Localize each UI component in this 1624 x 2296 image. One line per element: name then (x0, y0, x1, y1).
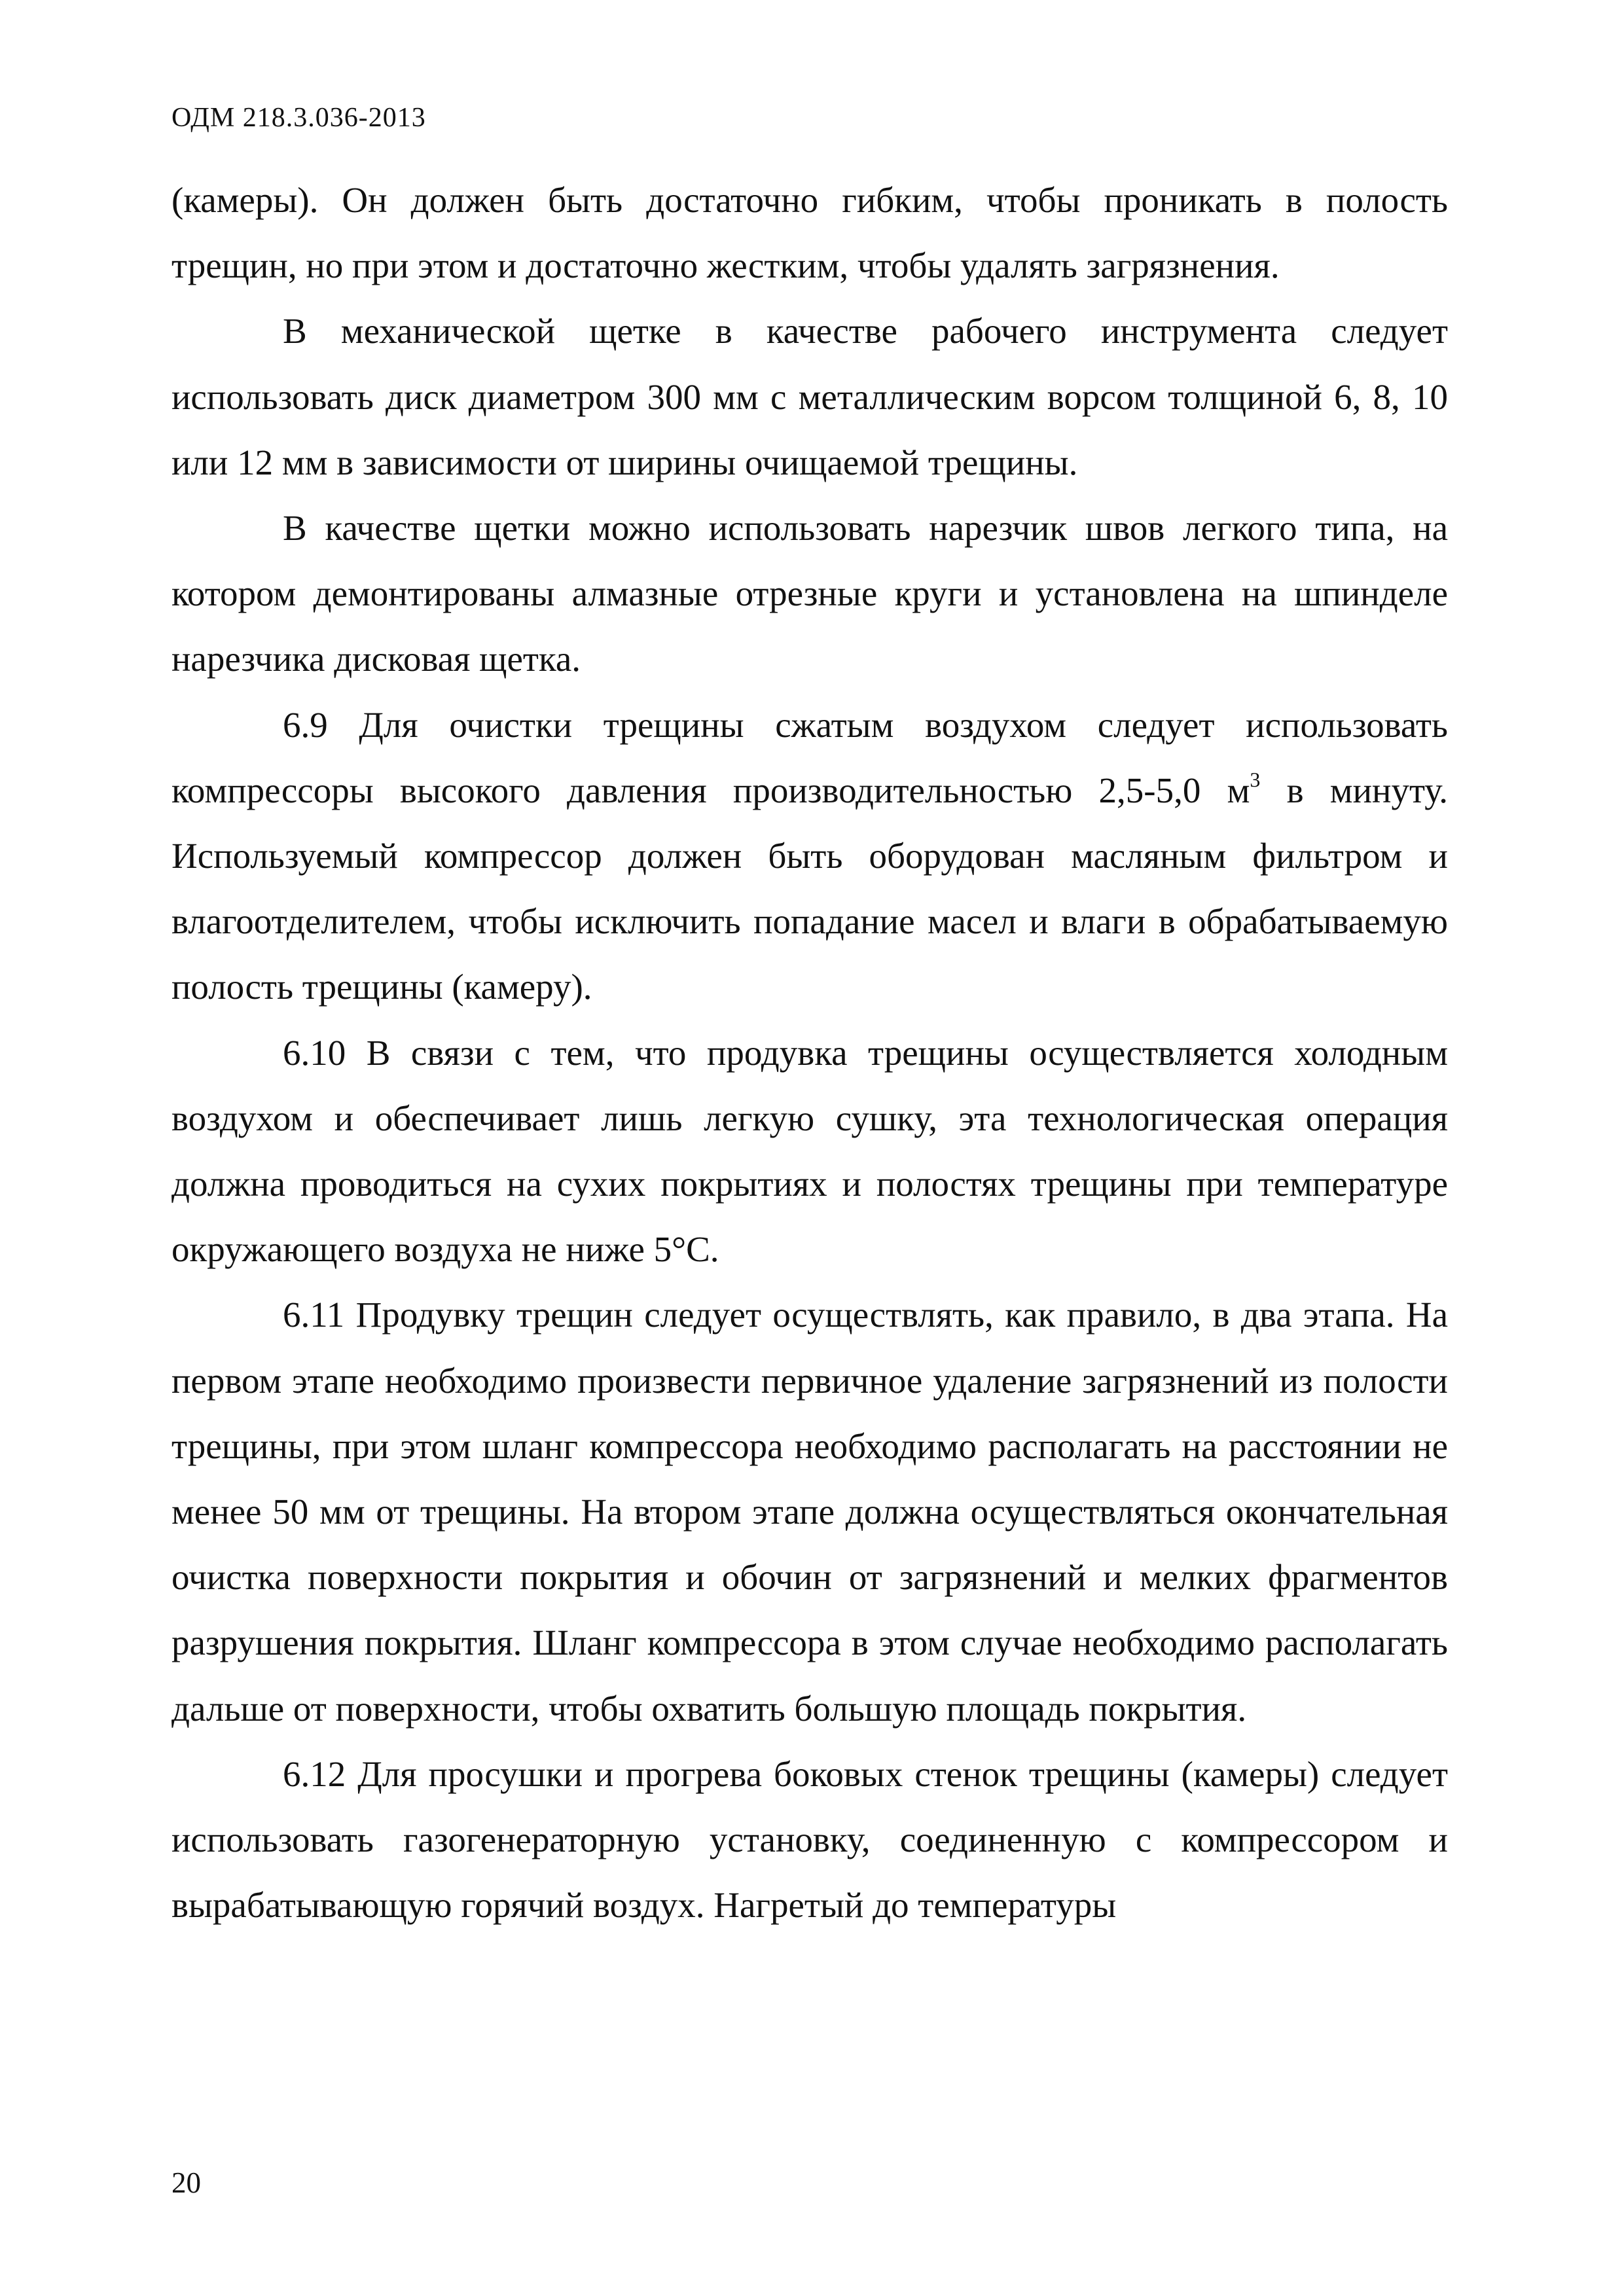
paragraph-continuation: (камеры). Он должен быть достаточно гибким, чтобы проникать в полость трещин, но при этом и достаточно жестким, чтобы удалять загрязнения. (171, 180, 1448, 286)
paragraph-6-9-text-start: 6.9 Для очистки трещины сжатым воздухом следует использовать компрессоры высокого давления производительностью 2,5-5,0 м (171, 704, 1448, 810)
paragraph-6-11: 6.11 Продувку трещин следует осуществлять, как правило, в два этапа. На первом этапе необходимо произвести первичное удаление загрязнений из полости трещины, при этом шланг компрессора необходимо располагать на расстоянии не менее 50 мм от трещины. На втором этапе должна осуществляться окончательная очистка поверхности покрытия и обочин от загрязнений и мелких фрагментов разрушения покрытия. Шланг компрессора в этом случае необходимо располагать дальше от поверхности, чтобы охватить большую площадь покрытия. (171, 1295, 1448, 1729)
paragraph-6-10: 6.10 В связи с тем, что продувка трещины осуществляется холодным воздухом и обеспечивает лишь легкую сушку, эта технологическая операция должна проводиться на сухих покрытиях и полостях трещины при температуре окружающего воздуха не ниже 5°C. (171, 1032, 1448, 1270)
body-text (171, 168, 1448, 1938)
document-code-header: ОДМ 218.3.036-2013 (171, 103, 426, 133)
paragraph-joint-cutter: В качестве щетки можно использовать нарезчик швов легкого типа, на котором демонтированы алмазные отрезные круги и установлена на шпинделе нарезчика дисковая щетка. (171, 508, 1448, 679)
cubic-superscript: 3 (1250, 767, 1261, 791)
paragraph-mechanical-brush: В механической щетке в качестве рабочего инструмента следует использовать диск диаметром 300 мм с металлическим ворсом толщиной 6, 8, 10 или 12 мм в зависимости от ширины очищаемой трещины. (171, 311, 1448, 482)
paragraph-6-9-text-end: в минуту. Используемый компрессор должен быть оборудован масляным фильтром и влагоотделителем, чтобы исключить попадание масел и влаги в обрабатываемую полость трещины (камеру). (171, 770, 1449, 1007)
paragraph-6-12: 6.12 Для просушки и прогрева боковых стенок трещины (камеры) следует использовать газогенераторную установку, соединенную с компрессором и вырабатывающую горячий воздух. Нагретый до температуры (171, 1753, 1448, 1926)
page-number: 20 (171, 2166, 201, 2199)
paragraph-6-9 (171, 692, 1448, 1020)
